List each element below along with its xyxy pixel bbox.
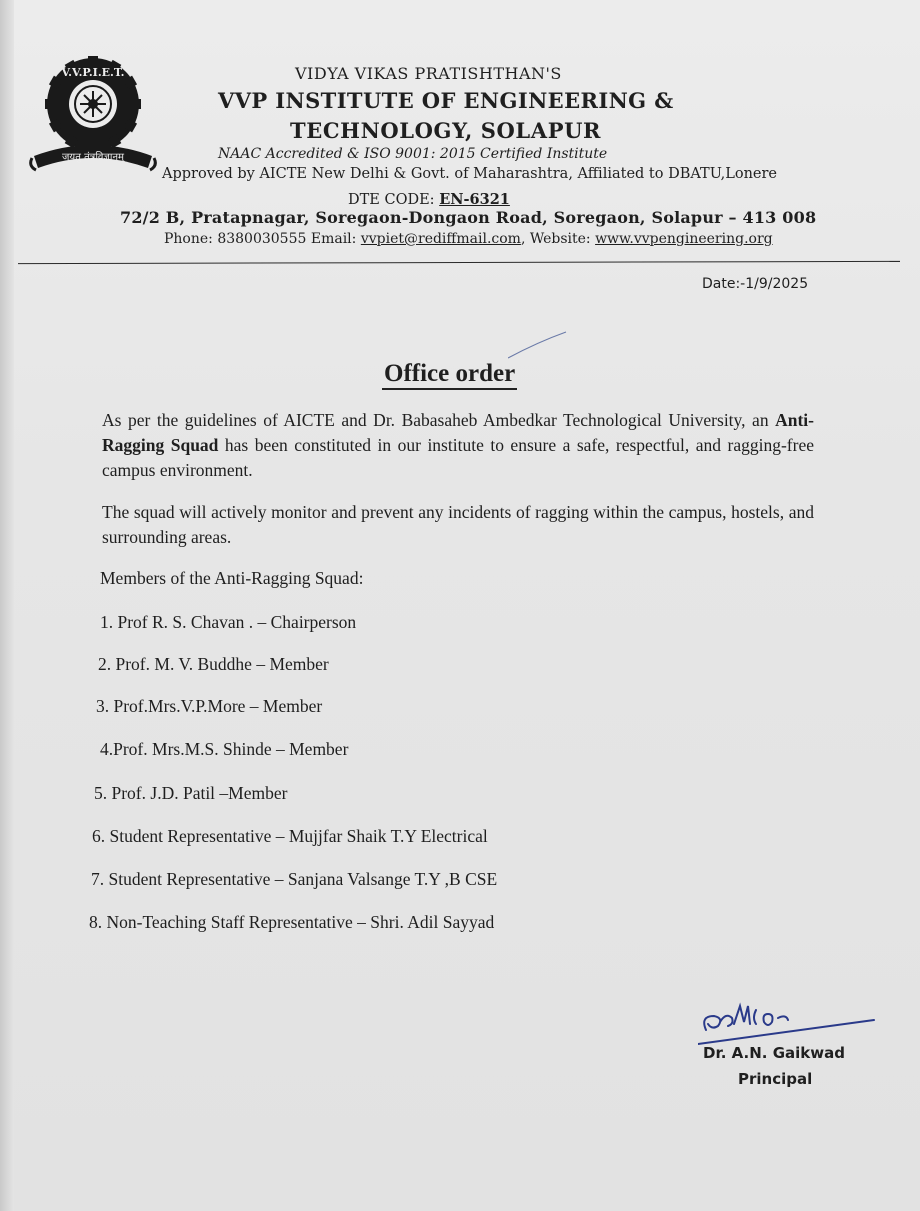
institute-logo [28, 56, 158, 186]
trust-name: VIDYA VIKAS PRATISHTHAN'S [295, 64, 562, 83]
phone-label: Phone: 8380030555 Email: [164, 231, 361, 247]
member-item: 8. Non-Teaching Staff Representative – Shri. Adil Sayyad [89, 912, 495, 932]
email-link[interactable]: vvpiet@rediffmail.com [360, 231, 521, 247]
duties-paragraph: The squad will actively monitor and prevent any incidents of ragging within the campus, hostels, and surrounding areas. [102, 502, 814, 547]
header-divider [18, 261, 900, 264]
dte-code: EN-6321 [439, 191, 510, 208]
member-item: 4.Prof. Mrs.M.S. Shinde – Member [100, 739, 349, 759]
dte-code-line [348, 191, 510, 208]
document-title: Office order [382, 360, 517, 390]
contact-line [164, 231, 773, 247]
institute-name-line2: TECHNOLOGY, SOLAPUR [290, 118, 602, 143]
signatory-designation: Principal [738, 1070, 813, 1088]
member-item: 1. Prof R. S. Chavan . – Chairperson [100, 612, 357, 632]
signatory-name: Dr. A.N. Gaikwad [703, 1044, 845, 1062]
accreditation-line: NAAC Accredited & ISO 9001: 2015 Certified Institute [218, 146, 608, 162]
pen-mark [508, 330, 568, 360]
svg-text:V.V.P.I.E.T.: V.V.P.I.E.T. [61, 66, 125, 79]
institute-name-line1: VVP INSTITUTE OF ENGINEERING & [218, 88, 674, 113]
svg-text:जयतु तंत्रविज्ञानम्: जयतु तंत्रविज्ञानम् [62, 152, 124, 163]
website-label: , Website: [520, 231, 596, 247]
member-item: 5. Prof. J.D. Patil –Member [94, 783, 288, 803]
dte-label: DTE CODE: [348, 192, 440, 208]
members-heading: Members of the Anti-Ragging Squad: [100, 568, 364, 588]
intro-paragraph [102, 408, 814, 483]
intro-text-end: has been constituted in our institute to ensure a safe, respectful, and ragging-free campus environment. [102, 435, 814, 480]
member-item: 6. Student Representative – Mujjfar Shaik T.Y Electrical [92, 826, 488, 846]
order-date: Date:-1/9/2025 [702, 276, 809, 292]
member-item: 2. Prof. M. V. Buddhe – Member [98, 654, 329, 674]
member-item: 3. Prof.Mrs.V.P.More – Member [96, 696, 323, 716]
approval-line: Approved by AICTE New Delhi & Govt. of Maharashtra, Affiliated to DBATU,Lonere [162, 166, 778, 182]
website-link[interactable]: www.vvpengineering.org [595, 231, 773, 247]
page-edge-shadow [0, 0, 14, 1211]
handwritten-signature [698, 1000, 878, 1050]
institute-address: 72/2 B, Pratapnagar, Soregaon-Dongaon Road, Soregaon, Solapur – 413 008 [120, 208, 817, 227]
intro-text-start: As per the guidelines of AICTE and Dr. Babasaheb Ambedkar Technological University, an [102, 410, 776, 430]
squad-name: Anti-Ragging Squad [102, 410, 814, 455]
member-item: 7. Student Representative – Sanjana Valsange T.Y ,B CSE [91, 869, 498, 889]
